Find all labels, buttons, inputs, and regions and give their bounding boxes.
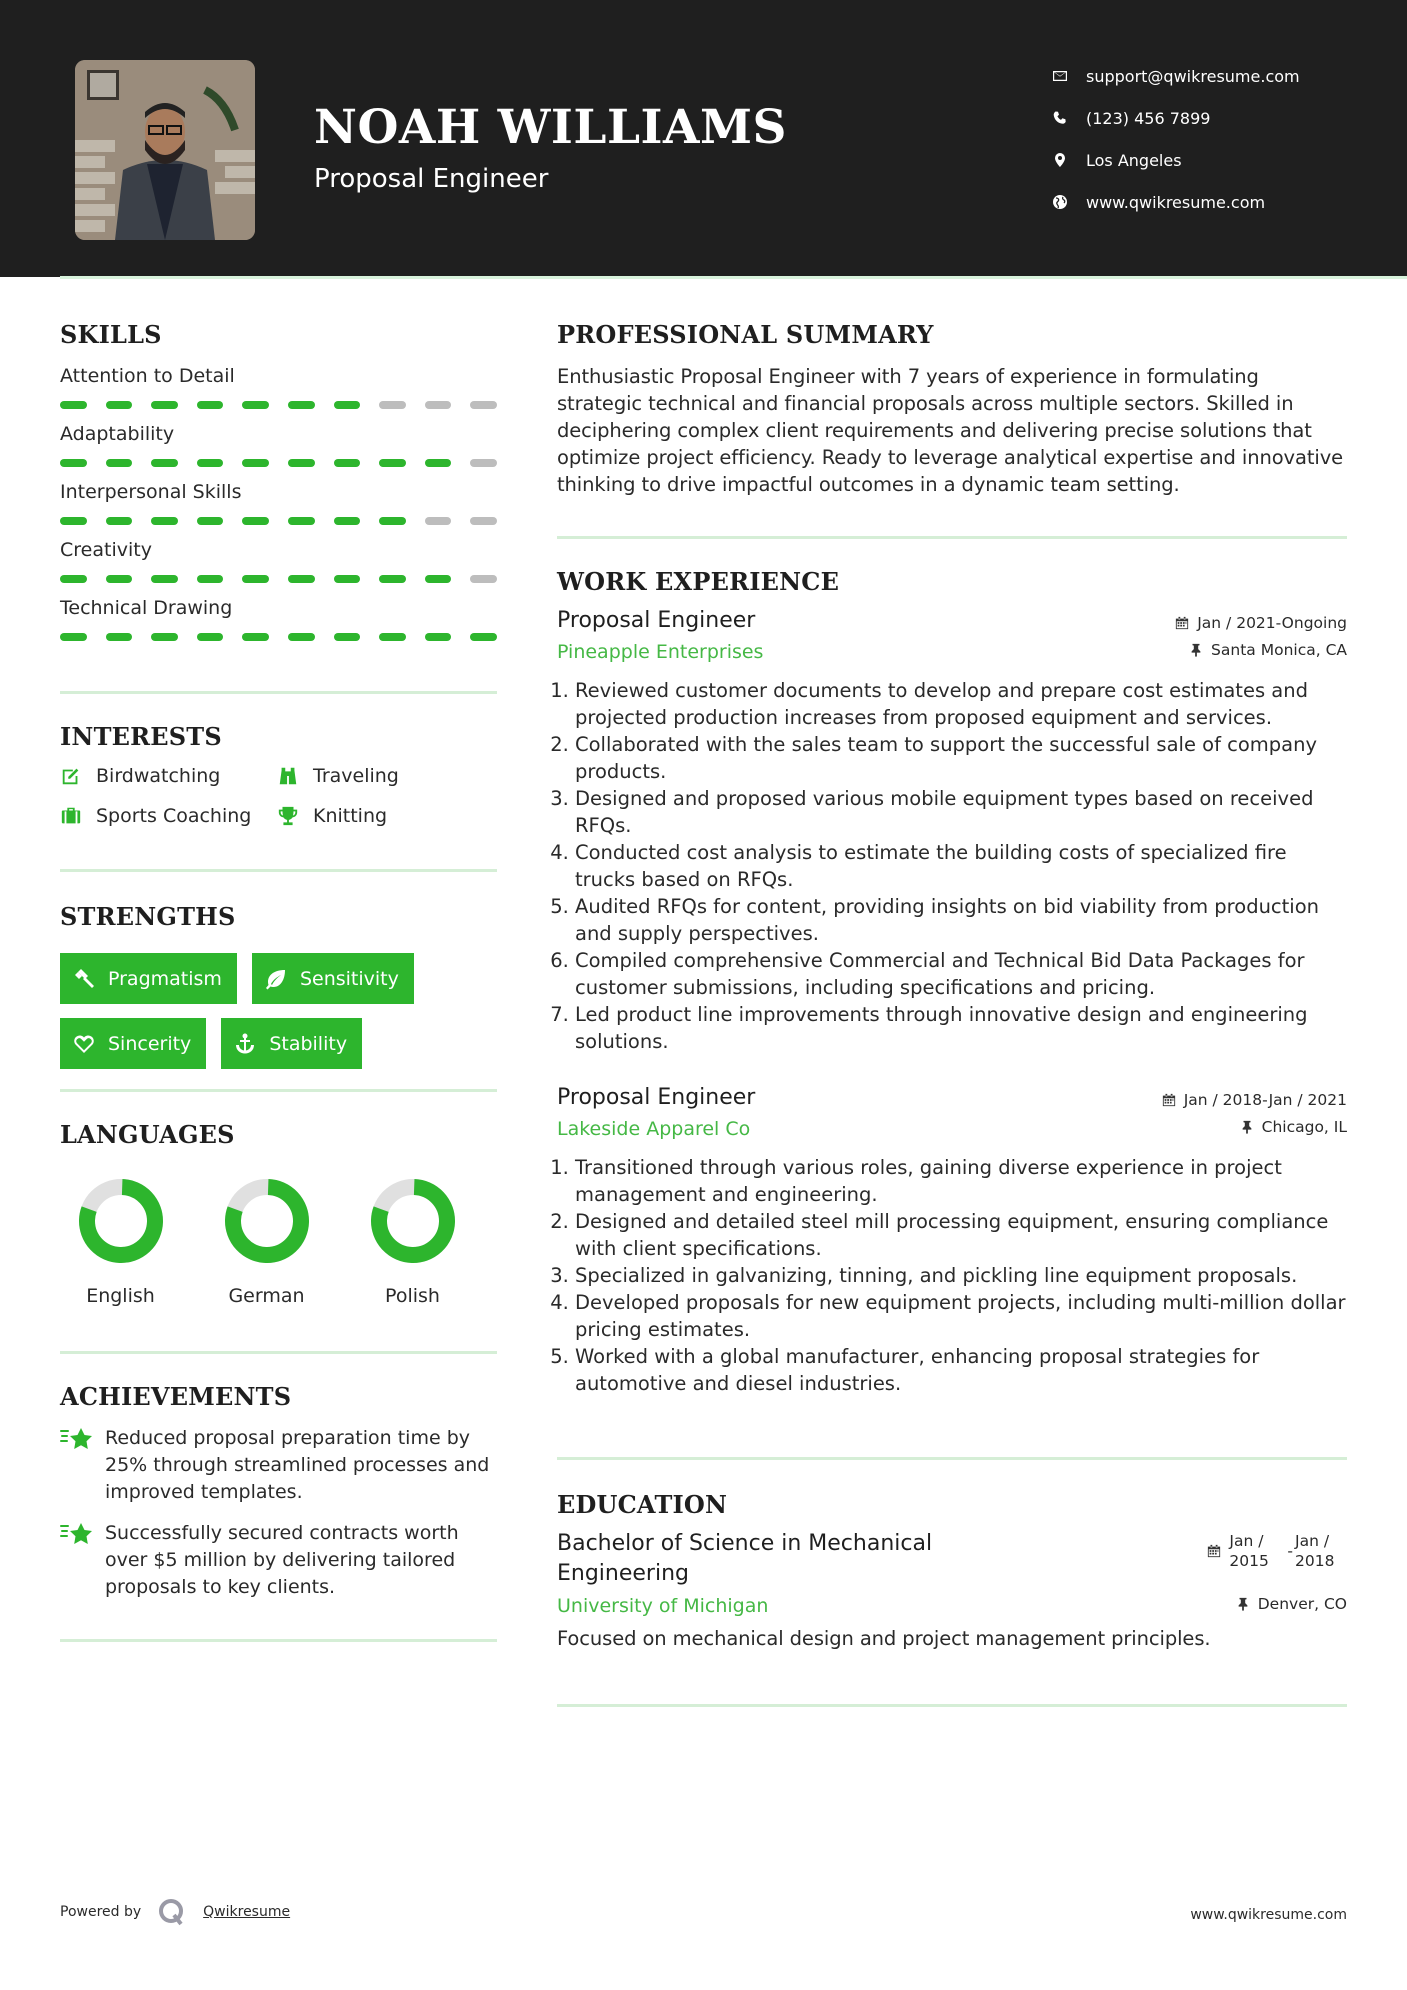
skill-dash-filled: [334, 517, 361, 525]
profile-photo: [75, 60, 255, 240]
skill-dash-filled: [242, 517, 269, 525]
skill-label: Interpersonal Skills: [60, 481, 242, 503]
skill-dash-empty: [470, 459, 497, 467]
section-divider: [60, 1089, 497, 1092]
header-divider: [60, 276, 1407, 279]
star-icon: [60, 1520, 94, 1548]
skill-dash-empty: [425, 401, 452, 409]
language-proficiency-ring: [225, 1179, 309, 1263]
star-icon: [60, 1425, 94, 1453]
job-location: Santa Monica, CA: [1189, 641, 1347, 659]
contact-list: [1050, 55, 1300, 223]
skill-dash-filled: [334, 459, 361, 467]
skill-dash-filled: [106, 575, 133, 583]
skill-dash-filled: [334, 401, 361, 409]
envelope-icon: [1050, 68, 1086, 84]
skill-rating-bar: [60, 517, 497, 525]
skill-dash-filled: [242, 575, 269, 583]
skill-dash-filled: [60, 633, 87, 641]
job-bullet: 1. Transitioned through various roles, gaining diverse experience in project management and engineering.: [575, 1154, 1347, 1208]
section-title: SKILLS: [60, 320, 162, 349]
skills-list: [60, 365, 497, 641]
language-label: Polish: [385, 1285, 440, 1307]
skill-dash-filled: [151, 459, 178, 467]
strength-label: Stability: [269, 1032, 348, 1055]
language-item: [78, 1179, 163, 1307]
job-bullet: 7. Led product line improvements through innovative design and engineering solutions.: [575, 1001, 1347, 1055]
languages-list: [60, 1179, 497, 1307]
skill-dash-filled: [425, 575, 452, 583]
skill-dash-filled: [242, 401, 269, 409]
contact-phone-text: (123) 456 7899: [1086, 108, 1211, 128]
skill-dash-filled: [197, 575, 224, 583]
job-role: Proposal Engineer: [557, 608, 756, 633]
candidate-title: Proposal Engineer: [314, 164, 549, 194]
job-role: Proposal Engineer: [557, 1085, 756, 1110]
skill-dash-filled: [60, 401, 87, 409]
skill-label: Attention to Detail: [60, 365, 235, 387]
section-title: ACHIEVEMENTS: [60, 1382, 292, 1411]
job-bullets: [557, 1154, 1347, 1397]
job-bullet: 6. Compiled comprehensive Commercial and Technical Bid Data Packages for customer submissions, including specifications and pricing.: [575, 947, 1347, 1001]
skill-dash-filled: [379, 575, 406, 583]
section-title: INTERESTS: [60, 722, 222, 751]
contact-location: [1050, 139, 1300, 181]
section-divider: [60, 1351, 497, 1354]
strength-badge: [60, 1018, 206, 1069]
anchor-icon: [233, 1032, 257, 1056]
skill-dash-filled: [288, 575, 315, 583]
achievements-section: [60, 1382, 497, 1601]
footer-powered-by: Powered by Qwikresume: [60, 1897, 290, 1927]
skill-dash-filled: [288, 459, 315, 467]
language-proficiency-ring: [79, 1179, 163, 1263]
achievement-item: [60, 1520, 497, 1601]
header: [0, 0, 1407, 277]
qwikresume-logo-icon: [157, 1897, 187, 1927]
job-entry: [557, 1085, 1347, 1397]
skill-dash-filled: [242, 459, 269, 467]
company-name: Lakeside Apparel Co: [557, 1118, 751, 1140]
job-bullet: 3. Specialized in galvanizing, tinning, and pickling line equipment proposals.: [575, 1262, 1347, 1289]
strength-label: Pragmatism: [108, 967, 222, 990]
interest-label: Sports Coaching: [96, 805, 252, 827]
job-entry: [557, 608, 1347, 1055]
skill-label: Creativity: [60, 539, 152, 561]
job-bullets: [557, 677, 1347, 1055]
skill-dash-filled: [379, 633, 406, 641]
skill-dash-empty: [425, 517, 452, 525]
education-location: Denver, CO: [1236, 1595, 1347, 1613]
contact-location-text: Los Angeles: [1086, 150, 1182, 170]
language-label: German: [228, 1285, 305, 1307]
section-divider: [60, 691, 497, 694]
contact-email-text: support@qwikresume.com: [1086, 66, 1300, 86]
interest-label: Traveling: [313, 765, 399, 787]
qwikresume-link[interactable]: Qwikresume: [203, 1904, 291, 1920]
job-bullet: 1. Reviewed customer documents to develop and prepare cost estimates and projected production increases from proposed equipment and services.: [575, 677, 1347, 731]
contact-website-text: www.qwikresume.com: [1086, 192, 1266, 212]
achievement-item: [60, 1425, 497, 1506]
strength-badge: [221, 1018, 362, 1069]
section-divider: [557, 1457, 1347, 1460]
skill-dash-filled: [106, 401, 133, 409]
section-divider: [557, 536, 1347, 539]
interest-item: [60, 765, 277, 787]
skill-dash-filled: [106, 517, 133, 525]
calendar-icon: [1207, 1544, 1221, 1558]
experience-section: [557, 567, 1347, 1397]
education-dates: Jan / 2015 - Jan / 2018: [1207, 1531, 1347, 1571]
skill-dash-filled: [60, 459, 87, 467]
skill-rating-bar: [60, 401, 497, 409]
skill-dash-filled: [151, 633, 178, 641]
strength-badge: [252, 953, 414, 1004]
section-title: STRENGTHS: [60, 902, 236, 931]
skill-dash-filled: [197, 401, 224, 409]
calendar-icon: [1162, 1093, 1176, 1107]
skill-dash-filled: [425, 633, 452, 641]
education-section: [557, 1490, 1347, 1652]
education-description: Focused on mechanical design and project management principles.: [557, 1627, 1211, 1650]
section-title: EDUCATION: [557, 1490, 728, 1519]
job-dates: Jan / 2018-Jan / 2021: [1162, 1091, 1347, 1109]
skill-label: Adaptability: [60, 423, 175, 445]
section-divider: [60, 1639, 497, 1642]
language-label: English: [86, 1285, 155, 1307]
skill-dash-filled: [197, 459, 224, 467]
section-divider: [557, 1704, 1347, 1707]
strength-badge: [60, 953, 237, 1004]
phone-icon: [1050, 110, 1086, 126]
left-column: [60, 320, 497, 1642]
map-marker-icon: [1050, 152, 1086, 168]
skill-dash-filled: [197, 517, 224, 525]
trophy-icon: [277, 805, 299, 827]
skill-dash-filled: [288, 401, 315, 409]
strength-label: Sensitivity: [299, 967, 399, 990]
skill-dash-filled: [242, 633, 269, 641]
skill-dash-filled: [151, 575, 178, 583]
job-bullet: 2. Collaborated with the sales team to support the successful sale of company products.: [575, 731, 1347, 785]
calendar-icon: [1175, 616, 1189, 630]
job-bullet: 4. Conducted cost analysis to estimate the building costs of specialized fire trucks based on RFQs.: [575, 839, 1347, 893]
contact-email[interactable]: [1050, 55, 1300, 97]
job-bullet: 5. Audited RFQs for content, providing insights on bid viability from production and supply perspectives.: [575, 893, 1347, 947]
job-bullet: 2. Designed and detailed steel mill processing equipment, ensuring compliance with client specifications.: [575, 1208, 1347, 1262]
interests-list: [60, 765, 497, 827]
achievement-text: Successfully secured contracts worth over $5 million by delivering tailored proposals to key clients.: [105, 1522, 459, 1598]
section-title: WORK EXPERIENCE: [557, 567, 840, 596]
summary-section: [557, 320, 1347, 498]
pin-icon: [1189, 643, 1203, 657]
school-name: University of Michigan: [557, 1595, 769, 1617]
skill-dash-empty: [470, 401, 497, 409]
summary-text: Enthusiastic Proposal Engineer with 7 years of experience in formulating strategic technical and financial proposals across multiple sectors. Skilled in deciphering complex client requirements and delivering precise solutions that optimize project efficiency. Ready to leverage analytical expertise and innovative thinking to drive impactful outcomes in a dynamic team setting.: [557, 365, 1344, 496]
edit-icon: [60, 765, 82, 787]
skill-dash-filled: [334, 633, 361, 641]
job-bullet: 3. Designed and proposed various mobile equipment types based on received RFQs.: [575, 785, 1347, 839]
job-location: Chicago, IL: [1240, 1118, 1347, 1136]
languages-section: [60, 1120, 497, 1307]
achievement-text: Reduced proposal preparation time by 25% through streamlined processes and improved templates.: [105, 1427, 490, 1503]
skill-dash-filled: [288, 633, 315, 641]
job-bullet: 5. Worked with a global manufacturer, enhancing proposal strategies for automotive and diesel industries.: [575, 1343, 1347, 1397]
skill-rating-bar: [60, 633, 497, 641]
pin-icon: [1236, 1597, 1250, 1611]
skill-rating-bar: [60, 459, 497, 467]
strengths-list: [60, 953, 480, 1069]
skill-dash-filled: [106, 459, 133, 467]
skill-dash-filled: [425, 459, 452, 467]
skill-dash-empty: [470, 575, 497, 583]
heart-icon: [72, 1032, 96, 1056]
right-column: [557, 320, 1347, 1707]
language-item: [224, 1179, 309, 1307]
contact-website[interactable]: [1050, 181, 1300, 223]
skill-dash-filled: [197, 633, 224, 641]
skill-rating-bar: [60, 575, 497, 583]
skill-dash-filled: [288, 517, 315, 525]
skill-dash-filled: [334, 575, 361, 583]
gavel-icon: [72, 967, 96, 991]
section-title: LANGUAGES: [60, 1120, 235, 1149]
pin-icon: [1240, 1120, 1254, 1134]
job-bullet: 4. Developed proposals for new equipment projects, including multi-million dollar pricing estimates.: [575, 1289, 1347, 1343]
skill-dash-filled: [151, 517, 178, 525]
interest-item: [60, 805, 277, 827]
skill-dash-filled: [60, 517, 87, 525]
company-name: Pineapple Enterprises: [557, 641, 764, 663]
skill-dash-empty: [379, 401, 406, 409]
leaf-icon: [264, 967, 288, 991]
skill-dash-filled: [151, 401, 178, 409]
skill-dash-filled: [106, 633, 133, 641]
interest-label: Birdwatching: [96, 765, 221, 787]
skill-dash-filled: [470, 633, 497, 641]
skill-dash-filled: [60, 575, 87, 583]
skills-section: [60, 320, 497, 641]
skill-label: Technical Drawing: [60, 597, 233, 619]
section-divider: [60, 869, 497, 872]
interests-section: [60, 722, 497, 827]
globe-icon: [1050, 194, 1086, 210]
language-proficiency-ring: [371, 1179, 455, 1263]
suitcase-icon: [60, 805, 82, 827]
section-title: PROFESSIONAL SUMMARY: [557, 320, 934, 349]
skill-dash-filled: [379, 517, 406, 525]
language-item: [370, 1179, 455, 1307]
skill-dash-empty: [470, 517, 497, 525]
footer-website[interactable]: www.qwikresume.com: [1190, 1907, 1347, 1923]
binoculars-icon: [277, 765, 299, 787]
contact-phone[interactable]: [1050, 97, 1300, 139]
interest-label: Knitting: [313, 805, 388, 827]
strengths-section: [60, 902, 497, 1069]
job-dates: Jan / 2021-Ongoing: [1175, 614, 1347, 632]
interest-item: [277, 765, 477, 787]
strength-label: Sincerity: [108, 1032, 192, 1055]
degree: Bachelor of Science in Mechanical Engineering: [557, 1531, 933, 1586]
candidate-name: NOAH WILLIAMS: [314, 100, 787, 155]
skill-dash-filled: [379, 459, 406, 467]
interest-item: [277, 805, 477, 827]
